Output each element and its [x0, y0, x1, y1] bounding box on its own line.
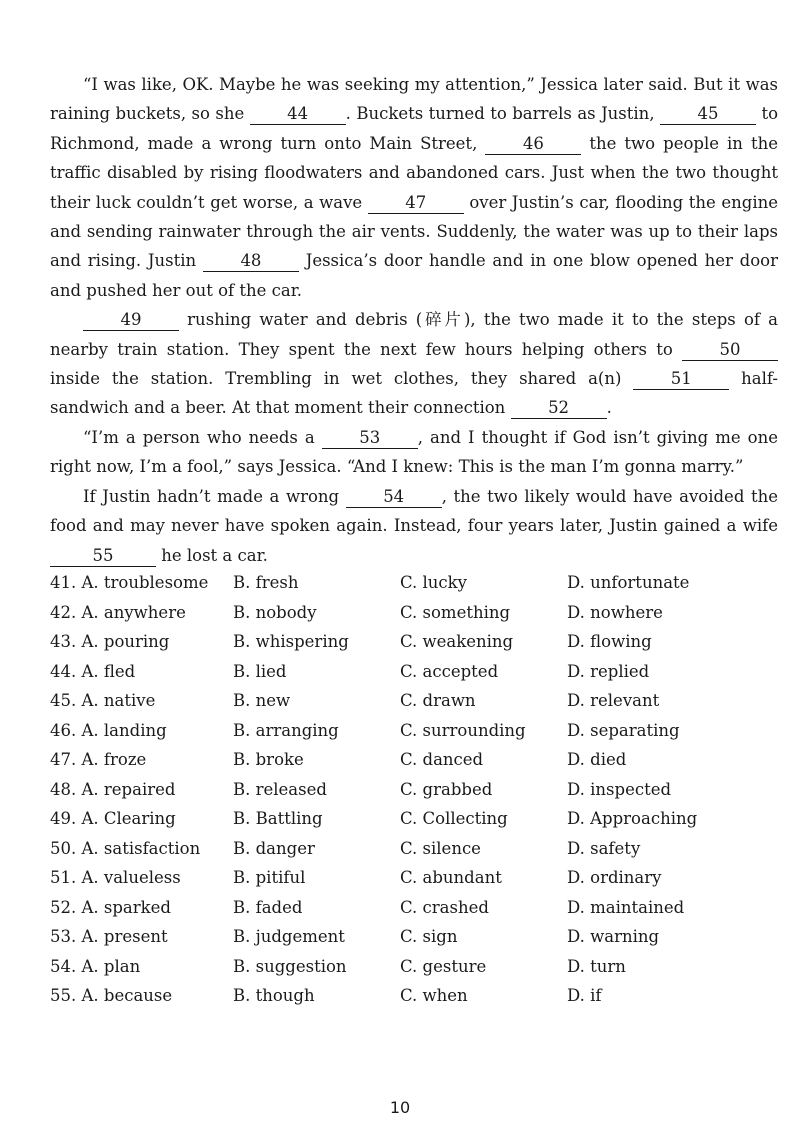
option-b: B. lied	[233, 661, 287, 681]
option-b: B. whispering	[233, 632, 349, 652]
option-d: D. safety	[567, 838, 641, 858]
option-c: C. accepted	[400, 661, 499, 681]
blank-53: 53	[322, 428, 418, 449]
question-row	[50, 716, 780, 746]
page-number: 10	[389, 1098, 411, 1117]
option-c: C. something	[400, 602, 511, 622]
blank-54: 54	[346, 487, 442, 508]
option-c: C. sign	[400, 927, 458, 947]
blank-44: 44	[250, 104, 346, 125]
option-a: 52. A. sparked	[50, 897, 171, 917]
option-d: D. flowing	[567, 632, 652, 652]
option-c: C. abundant	[400, 868, 502, 888]
blank-47: 47	[368, 193, 464, 214]
option-a: 43. A. pouring	[50, 632, 170, 652]
option-a: 41. A. troublesome	[50, 573, 209, 593]
option-d: D. ordinary	[567, 868, 662, 888]
blank-48: 48	[203, 251, 299, 272]
option-c: C. weakening	[400, 632, 514, 652]
option-a: 54. A. plan	[50, 956, 141, 976]
option-a: 51. A. valueless	[50, 868, 181, 888]
option-b: B. fresh	[233, 573, 299, 593]
paragraph-2: 49 rushing water and debris (碎片), the two made it to the steps of a nearby train station. They spent the next few hours helping others to 50 inside the station. Trembling in wet clothes, they shared a(n) 51 half-sandwich and a beer. At that moment their connection 52 .	[50, 310, 778, 418]
option-b: B. judgement	[233, 927, 345, 947]
option-c: C. crashed	[400, 897, 489, 917]
question-row	[50, 686, 780, 716]
option-c: C. Collecting	[400, 809, 508, 829]
option-b: B. released	[233, 779, 327, 799]
option-b: B. Battling	[233, 809, 323, 829]
option-c: C. surrounding	[400, 720, 526, 740]
option-b: B. danger	[233, 838, 315, 858]
paragraph-1: “I was like, OK. Maybe he was seeking my attention,” Jessica later said. But it was raining buckets, so she 44 . Buckets turned to barrels as Justin, 45 to Richmond, made a wrong turn onto Main Street, 46 the two people in the traffic disabled by rising floodwaters and abandoned cars. Just when the two thought their luck couldn’t get worse, a wave 47 over Justin’s car, flooding the engine and sending rainwater through the air vents. Suddenly, the water was up to their laps and rising. Justin 48 Jessica’s door handle and in one blow opened her door and pushed her out of the car.	[50, 75, 779, 300]
option-d: D. turn	[567, 956, 626, 976]
option-a: 46. A. landing	[50, 720, 167, 740]
option-c: C. gesture	[400, 956, 487, 976]
blank-49: 49	[83, 310, 179, 331]
option-d: D. warning	[567, 927, 660, 947]
question-row	[50, 893, 780, 923]
option-c: C. grabbed	[400, 779, 493, 799]
option-a: 53. A. present	[50, 927, 168, 947]
question-row	[50, 952, 780, 982]
option-d: D. Approaching	[567, 809, 698, 829]
option-d: D. if	[567, 986, 602, 1006]
option-c: C. drawn	[400, 691, 476, 711]
option-a: 50. A. satisfaction	[50, 838, 201, 858]
option-d: D. relevant	[567, 691, 660, 711]
option-c: C. silence	[400, 838, 481, 858]
question-row	[50, 745, 780, 775]
question-row	[50, 922, 780, 952]
option-a: 45. A. native	[50, 691, 156, 711]
blank-52: 52	[511, 398, 607, 419]
question-row	[50, 804, 780, 834]
option-a: 44. A. fled	[50, 661, 136, 681]
question-row	[50, 834, 780, 864]
paragraph-4: If Justin hadn’t made a wrong 54 , the two likely would have avoided the food and may never have spoken again. Instead, four years later, Justin gained a wife 55 he lost a car.	[50, 486, 778, 565]
option-b: B. broke	[233, 750, 304, 770]
blank-45: 45	[660, 104, 756, 125]
option-c: C. danced	[400, 750, 484, 770]
option-d: D. maintained	[567, 897, 685, 917]
option-b: B. though	[233, 986, 315, 1006]
answer-options	[50, 568, 780, 1011]
option-a: 55. A. because	[50, 986, 173, 1006]
question-row	[50, 657, 780, 687]
option-b: B. suggestion	[233, 956, 347, 976]
question-row	[50, 568, 780, 598]
option-c: C. lucky	[400, 573, 467, 593]
option-d: D. died	[567, 750, 627, 770]
question-row	[50, 598, 780, 628]
cloze-passage	[50, 70, 778, 570]
option-a: 48. A. repaired	[50, 779, 176, 799]
option-d: D. separating	[567, 720, 680, 740]
question-row	[50, 981, 780, 1011]
question-row	[50, 775, 780, 805]
option-b: B. pitiful	[233, 868, 306, 888]
option-a: 47. A. froze	[50, 750, 147, 770]
option-a: 42. A. anywhere	[50, 602, 186, 622]
blank-50: 50	[682, 340, 778, 361]
option-c: C. when	[400, 986, 468, 1006]
blank-55: 55	[50, 546, 156, 567]
option-b: B. faded	[233, 897, 303, 917]
option-d: D. unfortunate	[567, 573, 690, 593]
question-row	[50, 863, 780, 893]
blank-51: 51	[633, 369, 729, 390]
paragraph-3: “I’m a person who needs a 53 , and I thought if God isn’t giving me one right now, I’m a fool,” says Jessica. “And I knew: This is the man I’m gonna marry.”	[50, 427, 778, 477]
option-b: B. nobody	[233, 602, 317, 622]
blank-46: 46	[485, 134, 581, 155]
option-d: D. replied	[567, 661, 650, 681]
option-a: 49. A. Clearing	[50, 809, 176, 829]
option-d: D. inspected	[567, 779, 672, 799]
option-b: B. new	[233, 691, 291, 711]
question-row	[50, 627, 780, 657]
option-b: B. arranging	[233, 720, 339, 740]
option-d: D. nowhere	[567, 602, 663, 622]
